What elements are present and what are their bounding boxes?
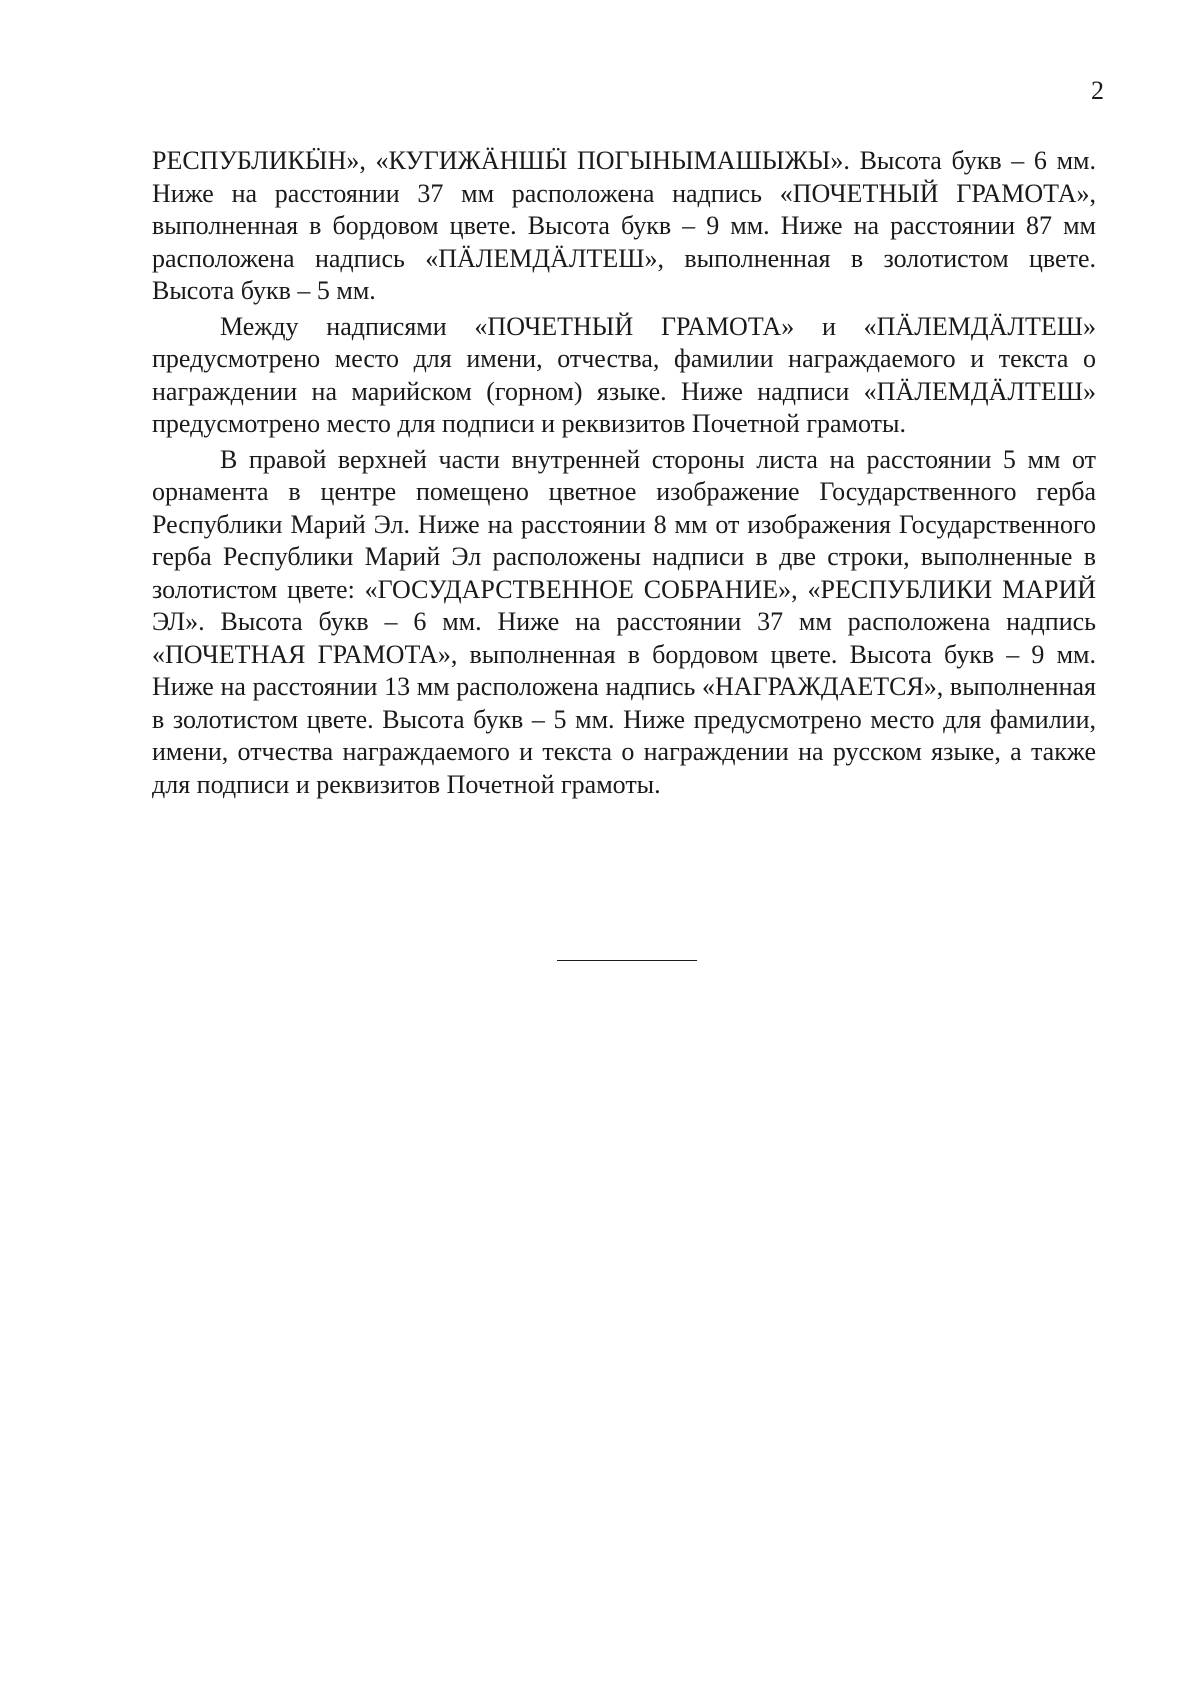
paragraph-2: Между надписями «ПОЧЕТНЫЙ ГРАМОТА» и «ПÄЛЕМДÄЛТЕШ» предусмотрено место для имени, отчества, фамилии награждаемого и текста о награждении на марийском (горном) языке. Ниже надписи «ПÄЛЕМДÄЛТЕШ» предусмотрено место для подписи и реквизитов Почетной грамоты. xyxy=(152,311,1096,438)
document-body xyxy=(152,145,1096,801)
end-separator-line xyxy=(557,960,697,961)
paragraph-3: В правой верхней части внутренней стороны листа на расстоянии 5 мм от орнамента в центре помещено цветное изображение Государственного герба Республики Марий Эл. Ниже на расстоянии 8 мм от изображения Государственного герба Республики Марий Эл расположены надписи в две строки, выполненные в золотистом цвете: «ГОСУДАРСТВЕННОЕ СОБРАНИЕ», «РЕСПУБЛИКИ МАРИЙ ЭЛ». Высота букв – 6 мм. Ниже на расстоянии 37 мм расположена надпись «ПОЧЕТНАЯ ГРАМОТА», выполненная в бордовом цвете. Высота букв – 9 мм. Ниже на расстоянии 13 мм расположена надпись «НАГРАЖДАЕТСЯ», выполненная в золотистом цвете. Высота букв – 5 мм. Ниже предусмотрено место для фамилии, имени, отчества награждаемого и текста о награждении на русском языке, а также для подписи и реквизитов Почетной грамоты. xyxy=(152,444,1096,799)
paragraph-1: РЕСПУБЛИКӸН», «КУГИЖÄНШӸ ПОГЫНЫМАШЫЖЫ». Высота букв – 6 мм. Ниже на расстоянии 37 мм расположена надпись «ПОЧЕТНЫЙ ГРАМОТА», выполненная в бордовом цвете. Высота букв – 9 мм. Ниже на расстоянии 87 мм расположена надпись «ПÄЛЕМДÄЛТЕШ», выполненная в золотистом цвете. Высота букв – 5 мм. xyxy=(152,146,1096,305)
page-number: 2 xyxy=(1091,76,1104,105)
